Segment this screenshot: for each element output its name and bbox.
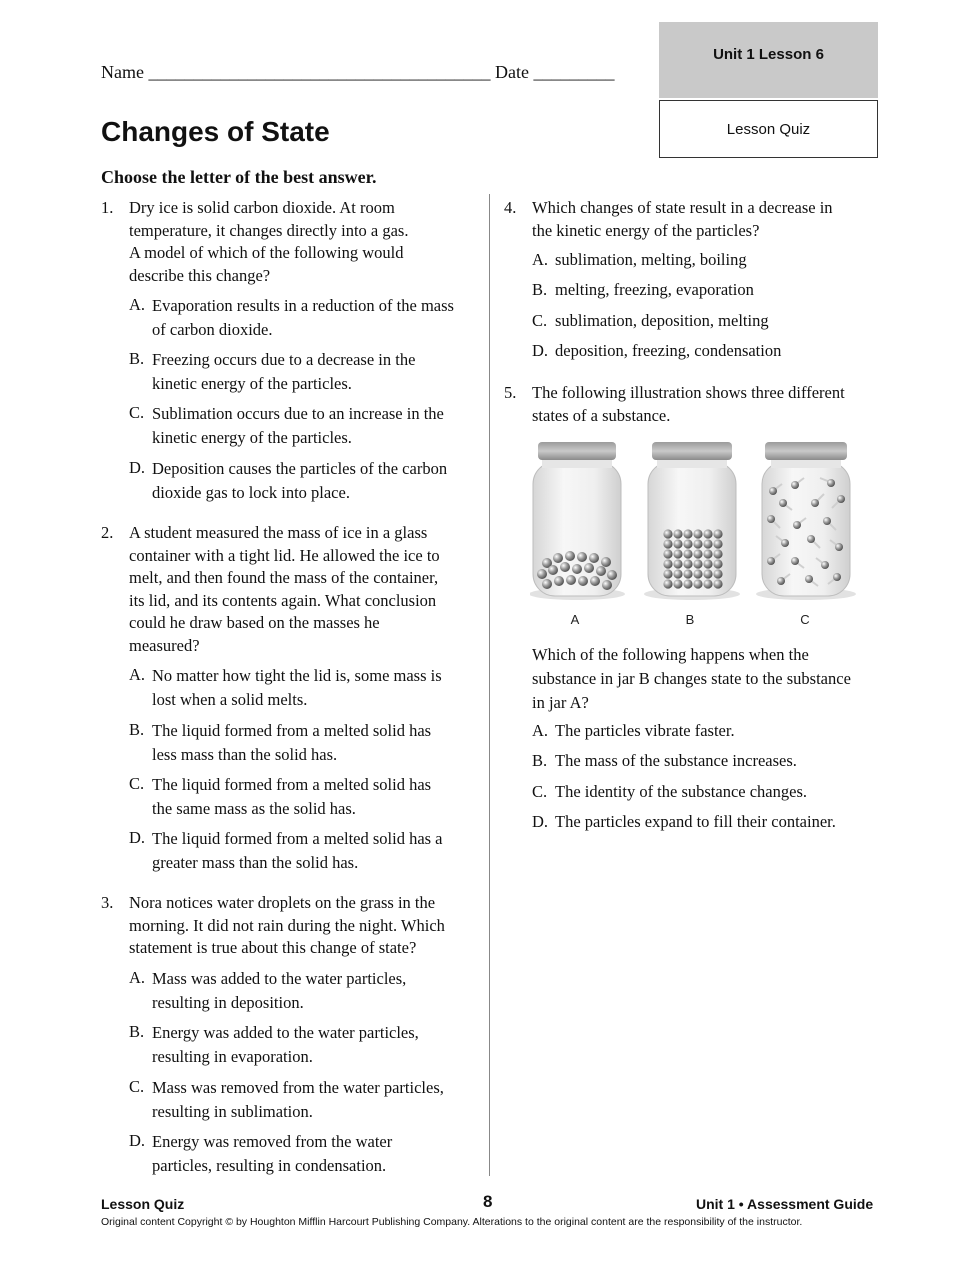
name-field[interactable]: Name ______________________________________ [101, 62, 495, 82]
name-date-line [101, 62, 614, 83]
question-stem: Dry ice is solid carbon dioxide. At room temperature, it changes directly into a gas. A model of which of the following would describe this change? [129, 198, 409, 285]
jar-c [756, 442, 856, 600]
jar-a [530, 442, 625, 600]
copyright-notice: Original content Copyright © by Houghton Mifflin Harcourt Publishing Company. Alterations to the original content are the responsibility of the instructor. [101, 1216, 803, 1228]
lesson-quiz-box [659, 100, 878, 158]
jar-label-b: B [685, 612, 695, 627]
question-stem: A student measured the mass of ice in a glass container with a tight lid. He allowed the ice to melt, and then found the mass of the container, its lid, and its contents again. What conclusion could he draw based on the masses he measured? [129, 523, 440, 655]
question-number: 3. [101, 893, 114, 912]
date-field[interactable]: Date _________ [494, 62, 615, 82]
lesson-quiz-label: Lesson Quiz [726, 120, 811, 138]
question-number: 4. [504, 198, 517, 217]
jar-label-a: A [570, 612, 580, 627]
page-title: Changes of State [101, 116, 330, 147]
three-jars-illustration [530, 438, 875, 633]
instructions: Choose the letter of the best answer. [101, 167, 377, 187]
question-number: 1. [101, 198, 114, 217]
question-number: 2. [101, 523, 114, 542]
unit-lesson-label: Unit 1 Lesson 6 [713, 46, 824, 63]
question-stem: The following illustration shows three different states of a substance. [532, 383, 845, 425]
question-number: 5. [504, 383, 517, 402]
question-stem: Which changes of state result in a decrease in the kinetic energy of the particles? [532, 198, 833, 240]
jar-b [644, 442, 740, 600]
footer-right: Unit 1 • Assessment Guide [696, 1196, 874, 1212]
unit-lesson-box [659, 22, 878, 98]
jar-label-c: C [800, 612, 810, 627]
footer-left: Lesson Quiz [101, 1196, 185, 1212]
column-divider [489, 194, 490, 1176]
question-stem: Nora notices water droplets on the grass in the morning. It did not rain during the night. Which statement is true about this change of state? [129, 893, 445, 957]
page-number: 8 [483, 1192, 493, 1211]
question-followup: Which of the following happens when the substance in jar B changes state to the substance in jar A? [532, 645, 851, 712]
